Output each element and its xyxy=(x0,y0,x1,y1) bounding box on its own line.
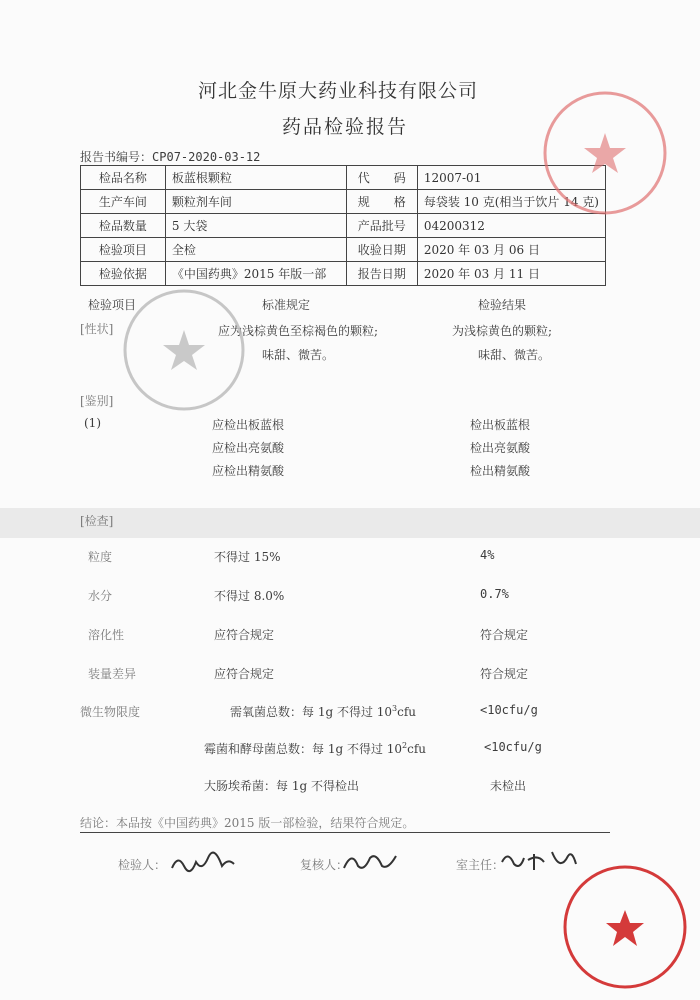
info-label: 检验项目 xyxy=(81,238,166,262)
column-header-standard: 标准规定 xyxy=(262,298,311,312)
conclusion-text: 结论：本品按《中国药典》2015 版一部检验，结果符合规定。 xyxy=(80,816,415,830)
micro-standard-unit: cfu xyxy=(397,705,417,719)
inspection-standard: 应符合规定 xyxy=(214,667,275,681)
identification-standard: 应检出板蓝根 xyxy=(212,418,285,432)
inspection-item-name: 水分 xyxy=(88,589,113,603)
identification-standard: 应检出精氨酸 xyxy=(212,464,285,478)
inspector-signature xyxy=(168,850,238,881)
stamp-middle xyxy=(120,286,248,414)
reviewer-signature xyxy=(340,848,400,879)
micro-result: <10cfu/g xyxy=(484,740,542,754)
info-label: 检品数量 xyxy=(81,214,166,238)
character-result-line1: 为浅棕黄色的颗粒; xyxy=(452,324,553,338)
director-label: 室主任： xyxy=(456,858,505,872)
stamp-top-right xyxy=(540,88,670,218)
info-row xyxy=(81,238,606,262)
info-value: 每袋装 10 克(相当于饮片 14 克) xyxy=(417,190,605,214)
report-number-label: 报告书编号： xyxy=(80,150,153,164)
micro-standard-text: 霉菌和酵母菌总数：每 1g 不得过 10 xyxy=(204,742,403,756)
micro-result: 未检出 xyxy=(490,779,527,793)
section-label-identification: [鉴别] xyxy=(80,394,114,408)
inspection-result: 符合规定 xyxy=(480,667,529,681)
character-standard-line2: 味甜、微苦。 xyxy=(262,348,335,362)
info-value: 2020 年 03 月 11 日 xyxy=(417,262,605,286)
info-value: 全检 xyxy=(165,238,346,262)
report-title: 药品检验报告 xyxy=(282,116,409,138)
column-header-result: 检验结果 xyxy=(478,298,527,312)
info-row xyxy=(81,214,606,238)
micro-standard xyxy=(204,777,359,794)
inspection-item-name: 装量差异 xyxy=(88,667,137,681)
info-label: 产品批号 xyxy=(346,214,417,238)
info-value: 5 大袋 xyxy=(165,214,346,238)
info-value: 2020 年 03 月 06 日 xyxy=(417,238,605,262)
inspection-result: 0.7% xyxy=(480,587,509,601)
micro-standard-text: 大肠埃希菌：每 1g 不得检出 xyxy=(204,779,359,793)
info-row xyxy=(81,166,606,190)
inspection-result: 4% xyxy=(480,548,495,562)
info-value: 《中国药典》2015 年版一部 xyxy=(165,262,346,286)
identification-number: (1) xyxy=(84,416,101,430)
info-label: 规 格 xyxy=(346,190,417,214)
micro-standard xyxy=(204,740,426,757)
reviewer-label: 复核人： xyxy=(300,858,349,872)
info-label: 生产车间 xyxy=(81,190,166,214)
micro-standard-exponent: 3 xyxy=(392,704,398,713)
identification-result: 检出精氨酸 xyxy=(470,464,531,478)
micro-standard xyxy=(230,703,416,720)
company-name: 河北金牛原大药业科技有限公司 xyxy=(198,80,479,102)
info-value: 12007-01 xyxy=(417,166,605,190)
info-label: 报告日期 xyxy=(346,262,417,286)
inspector-label: 检验人： xyxy=(118,858,167,872)
micro-standard-unit: cfu xyxy=(407,742,427,756)
identification-result: 检出板蓝根 xyxy=(470,418,531,432)
info-table xyxy=(80,165,606,286)
stamp-bottom-right xyxy=(560,862,690,992)
section-label-inspection: [检查] xyxy=(80,514,114,528)
identification-result: 检出亮氨酸 xyxy=(470,441,531,455)
inspection-standard: 不得过 15% xyxy=(214,550,281,564)
inspection-item-name: 溶化性 xyxy=(88,628,125,642)
info-label: 收验日期 xyxy=(346,238,417,262)
report-number-value: CP07-2020-03-12 xyxy=(152,150,261,164)
inspection-item-name: 粒度 xyxy=(88,550,113,564)
info-value: 04200312 xyxy=(417,214,605,238)
info-row xyxy=(81,262,606,286)
identification-standard: 应检出亮氨酸 xyxy=(212,441,285,455)
conclusion-divider xyxy=(80,832,610,833)
section-label-character: [性状] xyxy=(80,322,114,336)
inspection-result: 符合规定 xyxy=(480,628,529,642)
info-row xyxy=(81,190,606,214)
info-label: 检品名称 xyxy=(81,166,166,190)
info-label: 代 码 xyxy=(346,166,417,190)
inspection-standard: 应符合规定 xyxy=(214,628,275,642)
report-number xyxy=(80,148,260,165)
micro-standard-text: 需氧菌总数：每 1g 不得过 10 xyxy=(230,705,393,719)
micro-limit-label: 微生物限度 xyxy=(80,705,141,719)
info-label: 检验依据 xyxy=(81,262,166,286)
micro-standard-exponent: 2 xyxy=(402,741,408,750)
info-value: 板蓝根颗粒 xyxy=(165,166,346,190)
character-standard-line1: 应为浅棕黄色至棕褐色的颗粒; xyxy=(218,324,379,338)
character-result-line2: 味甜、微苦。 xyxy=(478,348,551,362)
micro-result: <10cfu/g xyxy=(480,703,538,717)
inspection-standard: 不得过 8.0% xyxy=(214,589,285,603)
info-value: 颗粒剂车间 xyxy=(165,190,346,214)
column-header-item: 检验项目 xyxy=(88,298,137,312)
